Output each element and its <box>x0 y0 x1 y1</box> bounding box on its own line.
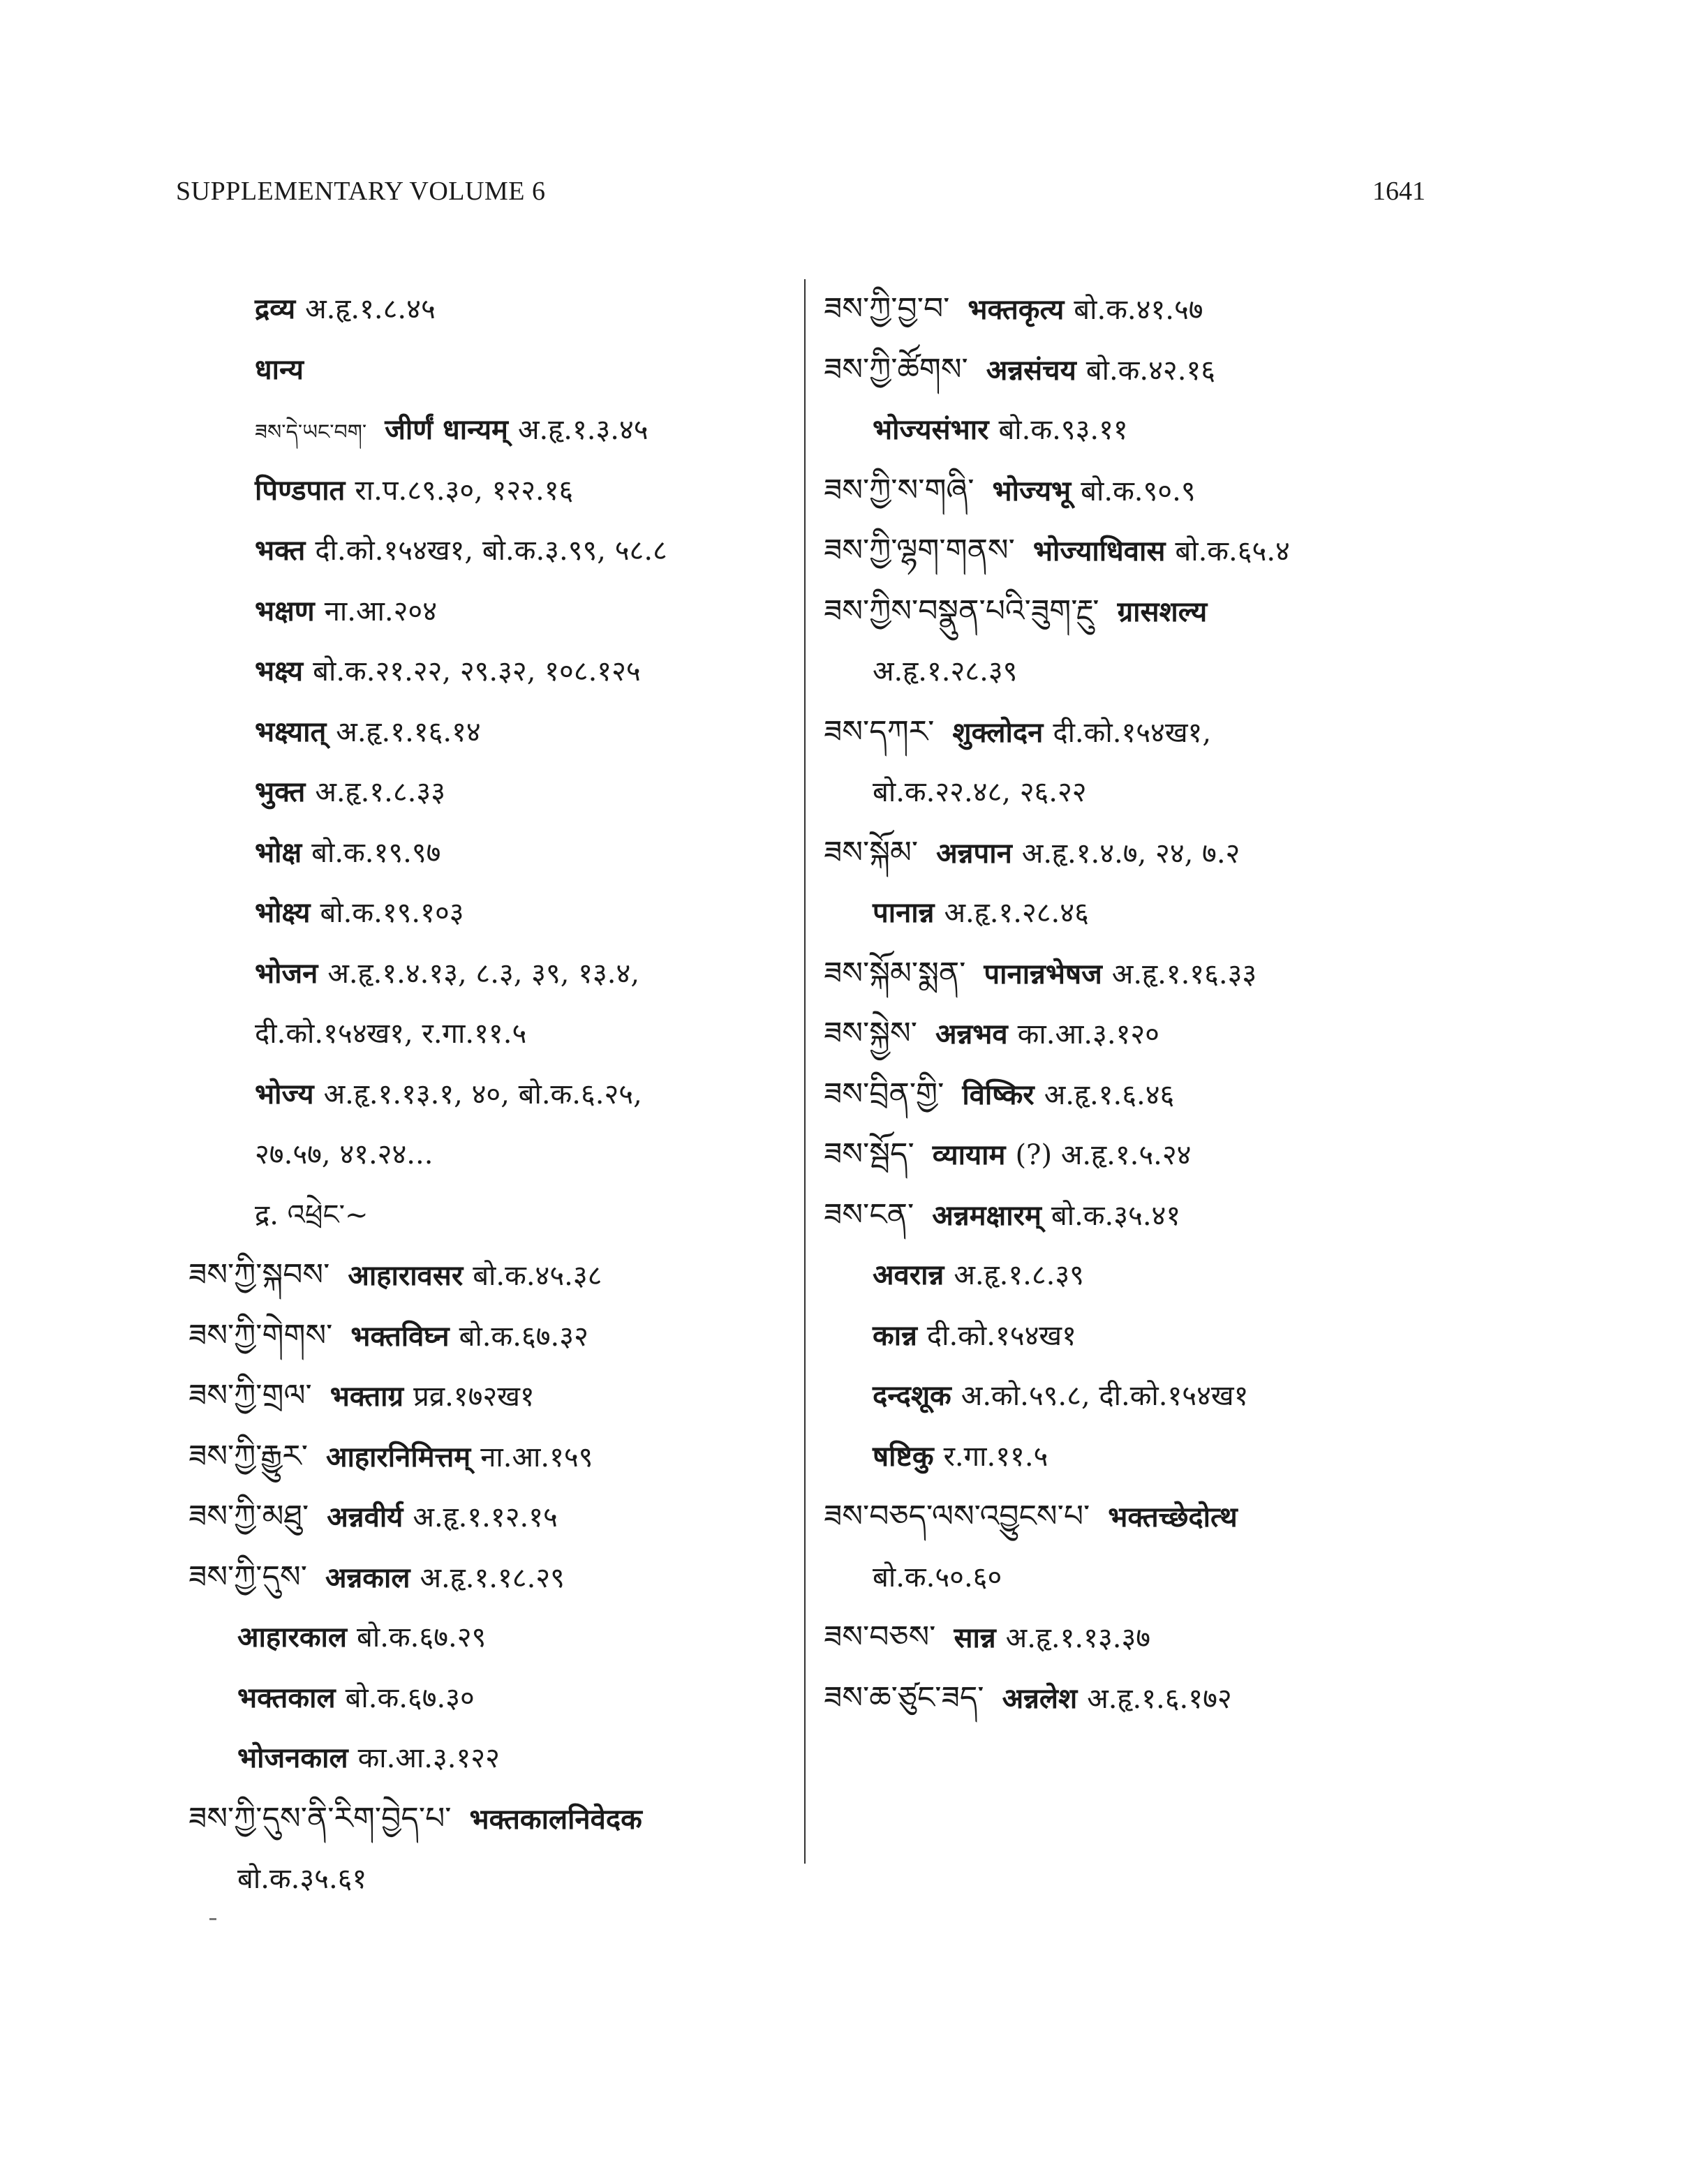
tibetan-headword: ཟས་ཀྱི་ལྷག་གནས་ <box>824 533 1015 568</box>
dictionary-line <box>824 1004 1522 1064</box>
sanskrit-equivalent: भक्षण <box>255 594 315 627</box>
source-reference: द्र. འཕྲེང་~ <box>255 1198 369 1231</box>
source-reference: बो.क.६७.३२ <box>459 1320 588 1353</box>
dictionary-line <box>188 1668 789 1729</box>
dictionary-line <box>824 1245 1522 1306</box>
sanskrit-equivalent: भक्तकृत्य <box>968 293 1065 326</box>
tibetan-headword: ཟས་བྲིན་གྱི་ <box>824 1076 944 1112</box>
source-reference: अ.हृ.१.२८.३९ <box>873 655 1018 688</box>
dictionary-line <box>188 461 789 521</box>
sanskrit-equivalent: अवरान्न <box>873 1258 944 1291</box>
sanskrit-equivalent: धान्य <box>255 352 304 386</box>
tibetan-headword: ཟས་ཆ་ཙུང་ཟད་ <box>824 1679 984 1716</box>
source-reference: र.गा.११.५ <box>943 1440 1048 1473</box>
tibetan-headword: ཟས་དཀར་ <box>824 713 935 750</box>
sanskrit-equivalent: भोजन <box>255 956 318 990</box>
tibetan-headword: ཟས་བཅད་ལས་འབྱུངས་པ་ <box>824 1499 1090 1534</box>
dictionary-line <box>824 1064 1522 1125</box>
left-column <box>188 279 789 1910</box>
tibetan-headword: ཟས་ཀྱི་གེགས་ <box>188 1317 333 1353</box>
sanskrit-equivalent: भक्तकालनिवेदक <box>469 1802 642 1836</box>
tibetan-headword: ཟས་ཀྱི་དུས་ནི་རིག་བྱེད་པ་ <box>188 1800 452 1836</box>
dictionary-line <box>824 1306 1522 1367</box>
sanskrit-equivalent: भोज्य <box>255 1077 314 1110</box>
source-reference: अ.हृ.१.१६.३३ <box>1111 958 1257 990</box>
dictionary-line <box>824 641 1522 702</box>
source-reference: बो.क.१९.९७ <box>311 836 441 869</box>
source-reference: बो.क.९०.९ <box>1081 475 1196 507</box>
dictionary-line <box>188 1487 789 1547</box>
dictionary-line <box>824 1366 1522 1427</box>
tibetan-headword: ཟས་ཀྱི་དུས་ <box>188 1559 307 1595</box>
dictionary-line <box>188 1245 789 1306</box>
source-reference: दी.को.१५४ख१, र.गा.११.५ <box>255 1018 527 1050</box>
sanskrit-equivalent: भोज्याधिवास <box>1032 535 1166 567</box>
source-reference: अ.हृ.१.६.१७२ <box>1087 1682 1232 1715</box>
dictionary-line <box>824 1185 1522 1246</box>
tibetan-headword: ཟས་སྐྱེས་ <box>824 1016 917 1051</box>
dictionary-line <box>188 1064 789 1125</box>
dictionary-line <box>188 1185 789 1246</box>
tibetan-headword: ཟས་ཀྱི་མཐུ་ <box>188 1499 309 1534</box>
sanskrit-equivalent: आहारकाल <box>237 1621 348 1654</box>
source-reference: अ.हृ.१.८.४५ <box>305 293 436 325</box>
tibetan-headword: ཟས་ཀྱི་གྲལ་ <box>188 1378 312 1413</box>
dictionary-line <box>824 944 1522 1004</box>
sanskrit-equivalent: भक्तच्छेदोत्थ <box>1108 1501 1238 1533</box>
dictionary-line <box>188 1124 789 1185</box>
sanskrit-equivalent: व्यायाम <box>932 1138 1006 1171</box>
sanskrit-equivalent: भक्ष्य <box>255 655 304 688</box>
source-reference: बो.क.२२.४८, २६.२२ <box>873 776 1087 808</box>
sanskrit-equivalent: भोज्यभू <box>992 474 1072 507</box>
dictionary-line <box>824 702 1522 763</box>
source-reference: अ.हृ.१.६.४६ <box>1044 1078 1175 1111</box>
sanskrit-equivalent: भक्तकाल <box>237 1681 336 1714</box>
page-number: 1641 <box>1372 177 1425 206</box>
source-reference: अ.हृ.१.४.७, २४, ७.२ <box>1021 837 1240 870</box>
dictionary-line <box>188 1728 789 1789</box>
dictionary-line <box>824 1547 1522 1608</box>
dictionary-line <box>188 279 789 340</box>
sanskrit-equivalent: जीर्णं धान्यम् <box>385 413 508 446</box>
tibetan-headword: ཟས་ཀྱི་སྐབས་ <box>188 1257 330 1293</box>
dictionary-line <box>824 1487 1522 1547</box>
source-reference: अ.हृ.१.१३.१, ४०, बो.क.६.२५, <box>323 1078 642 1110</box>
source-reference: दी.को.१५४ख१, बो.क.३.९९, ५८.८ <box>315 535 667 567</box>
running-head: SUPPLEMENTARY VOLUME 6 <box>176 177 546 206</box>
sanskrit-equivalent: ग्रासशल्य <box>1117 595 1208 628</box>
sanskrit-equivalent: अन्नवीर्य <box>327 1501 403 1533</box>
source-reference: का.आ.३.१२२ <box>357 1742 500 1774</box>
source-reference: अ.हृ.१.८.३९ <box>954 1259 1084 1291</box>
sanskrit-equivalent: आहारावसर <box>348 1259 464 1292</box>
right-column <box>824 279 1522 1728</box>
source-reference: ना.आ.२०४ <box>324 595 438 627</box>
dictionary-line <box>188 400 789 461</box>
dictionary-line <box>824 883 1522 944</box>
source-reference: का.आ.३.१२० <box>1017 1018 1159 1050</box>
source-reference: बो.क.३५.६१ <box>237 1863 367 1895</box>
sanskrit-equivalent: भोक्ष <box>255 835 302 869</box>
tibetan-headword: ཟས་བཅས་ <box>824 1619 936 1655</box>
dictionary-line <box>188 581 789 642</box>
sanskrit-equivalent: पानान्न <box>873 896 935 929</box>
tibetan-headword: ཟས་ཀྱི་རྒྱུར་ <box>188 1438 308 1474</box>
tibetan-headword: ཟས་སྦོད་ <box>824 1136 914 1172</box>
sanskrit-equivalent: भोजनकाल <box>237 1741 348 1774</box>
source-reference: अ.को.५९.८, दी.को.१५४ख१ <box>961 1380 1249 1412</box>
sanskrit-equivalent: भोक्ष्य <box>255 896 311 929</box>
source-reference: बो.क.५०.६० <box>873 1561 1002 1594</box>
sanskrit-equivalent: अन्नकाल <box>325 1561 410 1594</box>
source-reference: बो.क.४२.१६ <box>1085 354 1216 387</box>
dictionary-line <box>824 581 1522 642</box>
sanskrit-equivalent: शुक्लोदन <box>952 715 1044 749</box>
sanskrit-equivalent: अन्नपान <box>936 836 1012 870</box>
source-reference: (?) अ.हृ.१.५.२४ <box>1015 1139 1192 1171</box>
source-reference: बो.क.४५.३८ <box>473 1260 602 1292</box>
column-divider <box>804 279 806 1864</box>
dictionary-line <box>188 1547 789 1608</box>
source-reference: दी.को.१५४ख१, <box>1053 716 1212 749</box>
source-reference: अ.हृ.१.१८.२९ <box>420 1561 565 1594</box>
sanskrit-equivalent: पानान्नभेषज <box>984 957 1102 990</box>
source-reference: बो.क.९३.११ <box>998 414 1128 446</box>
dictionary-line <box>188 1789 789 1850</box>
source-reference: अ.हृ.१.१३.३७ <box>1005 1622 1151 1654</box>
source-reference: ना.आ.१५९ <box>480 1441 593 1473</box>
sanskrit-equivalent: अन्नभव <box>935 1018 1008 1050</box>
sanskrit-equivalent: अन्नमक्षारम् <box>932 1198 1042 1232</box>
sanskrit-equivalent: कान्न <box>873 1318 917 1352</box>
tibetan-headword: ཟས་སྐོམ་སྨན་ <box>824 955 966 991</box>
sanskrit-equivalent: भक्तविघ्न <box>350 1319 450 1353</box>
source-reference: अ.हृ.१.३.४५ <box>517 414 648 446</box>
sanskrit-equivalent: भक्ताग्र <box>329 1380 404 1413</box>
sanskrit-equivalent: षष्टिकु <box>873 1439 934 1473</box>
dictionary-line <box>824 1607 1522 1668</box>
sanskrit-equivalent: पिण्डपात <box>255 473 346 507</box>
dictionary-line <box>188 944 789 1004</box>
source-reference: बो.क.२१.२२, २९.३२, १०८.१२५ <box>313 655 641 688</box>
dictionary-line <box>188 762 789 823</box>
sanskrit-equivalent: सान्न <box>954 1621 996 1654</box>
source-reference: बो.क.६७.३० <box>345 1681 475 1714</box>
source-reference: २७.५७, ४१.२४... <box>255 1138 433 1171</box>
sanskrit-equivalent: भुक्त <box>255 775 306 808</box>
dictionary-line <box>824 400 1522 461</box>
source-reference: अ.हृ.१.१६.१४ <box>336 715 481 748</box>
dictionary-line <box>188 521 789 581</box>
dictionary-line <box>824 279 1522 340</box>
source-reference: बो.क.१९.१०३ <box>320 897 464 929</box>
source-reference: दी.को.१५४ख१ <box>926 1319 1076 1352</box>
tibetan-headword: ཟས་སྐོམ་ <box>824 834 919 870</box>
source-reference: अ.हृ.१.८.३३ <box>315 776 445 808</box>
dictionary-line <box>824 823 1522 884</box>
source-reference: अ.हृ.१.१२.१५ <box>413 1501 558 1533</box>
stray-mark <box>209 1918 216 1920</box>
sanskrit-equivalent: विष्किर <box>962 1078 1035 1111</box>
source-reference: बो.क.६५.४ <box>1175 535 1290 567</box>
tibetan-headword: ཟས་ཀྱིས་བསྣུན་པའི་ཟུག་རྔུ་ <box>824 593 1099 629</box>
source-reference: बो.क.६७.२९ <box>357 1621 487 1654</box>
source-reference: प्रव्र.१७२ख१ <box>413 1381 535 1413</box>
dictionary-line <box>824 340 1522 401</box>
source-reference: बो.क.४१.५७ <box>1074 294 1203 326</box>
dictionary-line <box>824 1668 1522 1729</box>
tibetan-headword: ཟས་ཀྱི་བྱ་བ་ <box>824 291 950 327</box>
sanskrit-equivalent: आहारनिमित्तम् <box>325 1440 471 1473</box>
tibetan-headword: ཟས་ངན་ <box>824 1196 914 1233</box>
dictionary-line <box>188 1427 789 1487</box>
dictionary-line <box>188 1306 789 1367</box>
sanskrit-equivalent: अन्नलेश <box>1002 1681 1078 1715</box>
tibetan-headword: ཟས་ཀྱི་ཚོགས་ <box>824 351 968 387</box>
dictionary-line <box>824 1124 1522 1185</box>
dictionary-line <box>188 883 789 944</box>
dictionary-line <box>824 461 1522 521</box>
dictionary-line <box>188 1849 789 1910</box>
sanskrit-equivalent: अन्नसंचय <box>986 353 1076 387</box>
dictionary-line <box>188 1607 789 1668</box>
sanskrit-equivalent: दन्दशूक <box>873 1379 951 1412</box>
dictionary-line <box>824 762 1522 823</box>
sanskrit-equivalent: द्रव्य <box>255 292 296 325</box>
tibetan-headword: ཟས་དེ་ཡང་བག་ <box>255 420 367 445</box>
tibetan-headword: ཟས་ཀྱི་ས་གཞི་ <box>824 472 974 508</box>
dictionary-line <box>188 702 789 763</box>
dictionary-line <box>188 823 789 884</box>
dictionary-line <box>188 340 789 401</box>
dictionary-line <box>824 521 1522 581</box>
source-reference: अ.हृ.१.२८.४६ <box>944 897 1089 929</box>
dictionary-line <box>188 641 789 702</box>
sanskrit-equivalent: भक्ष्यात् <box>255 715 327 748</box>
dictionary-line <box>188 1366 789 1427</box>
dictionary-line <box>824 1427 1522 1487</box>
source-reference: रा.प.८९.३०, १२२.१६ <box>355 474 574 507</box>
source-reference: बो.क.३५.४१ <box>1051 1199 1181 1232</box>
sanskrit-equivalent: भक्त <box>255 534 306 567</box>
sanskrit-equivalent: भोज्यसंभार <box>873 413 989 446</box>
dictionary-line <box>188 1004 789 1064</box>
source-reference: अ.हृ.१.४.१३, ८.३, ३९, १३.४, <box>327 957 640 990</box>
